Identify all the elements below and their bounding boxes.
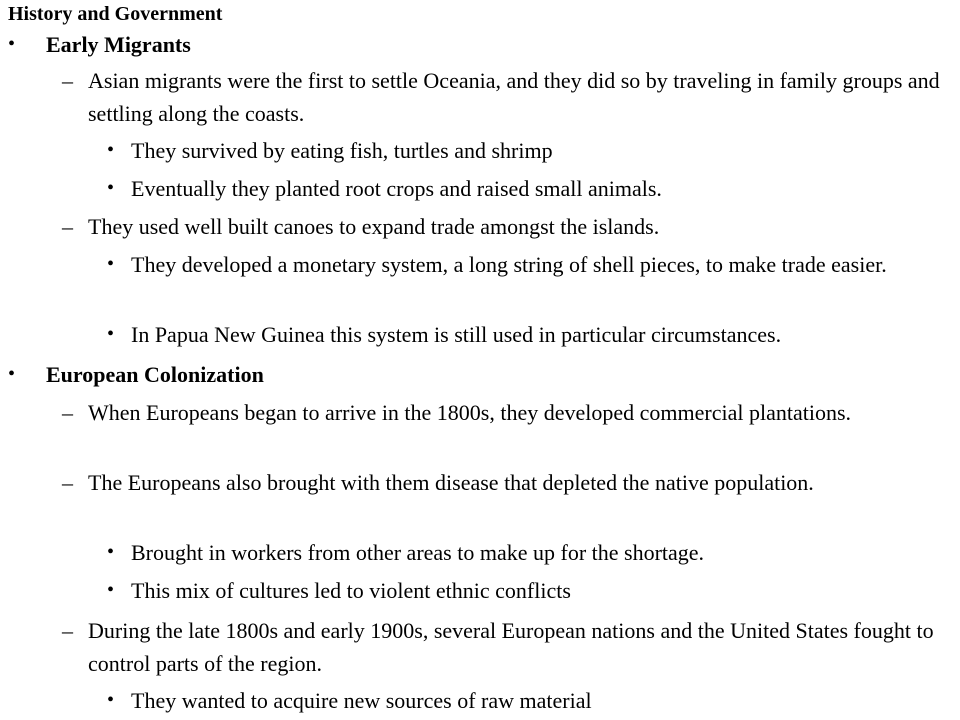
outline-item-text: They developed a monetary system, a long string of shell pieces, to make trade easier. — [131, 252, 887, 277]
dash-marker: – — [62, 68, 73, 93]
bullet-marker: • — [107, 323, 115, 345]
bullet-marker: • — [107, 253, 115, 275]
outline-item-text: European Colonization — [46, 362, 264, 387]
bullet-marker: • — [107, 139, 115, 161]
dash-marker: – — [62, 470, 73, 495]
bullet-marker: • — [107, 541, 115, 563]
outline-item — [107, 536, 949, 569]
bullet-marker: • — [107, 689, 115, 711]
slide-title: History and Government — [8, 3, 223, 25]
outline-item-text: Early Migrants — [46, 32, 191, 57]
outline-item — [107, 172, 949, 205]
outline-item-text: They used well built canoes to expand trade amongst the islands. — [88, 214, 660, 239]
outline-item — [107, 574, 949, 607]
bullet-marker: • — [8, 363, 16, 385]
dash-marker: – — [62, 214, 73, 239]
bullet-marker: • — [107, 579, 115, 601]
dash-marker: – — [62, 400, 73, 425]
outline-item — [8, 358, 946, 391]
dash-marker: – — [62, 618, 73, 643]
outline-item — [107, 318, 949, 351]
outline-item-text: This mix of cultures led to violent ethnic conflicts — [131, 578, 571, 603]
outline-item — [62, 210, 950, 243]
outline-item-text: The Europeans also brought with them disease that depleted the native population. — [88, 470, 814, 495]
bullet-marker: • — [8, 33, 16, 55]
outline-item-text: They wanted to acquire new sources of raw material — [131, 688, 592, 713]
outline-item — [107, 684, 949, 717]
outline-item-text: When Europeans began to arrive in the 1800s, they developed commercial plantations. — [88, 400, 852, 425]
outline-item — [62, 64, 950, 130]
outline-item — [107, 248, 949, 281]
outline-item — [62, 396, 950, 429]
outline-item-text: They survived by eating fish, turtles and shrimp — [131, 138, 553, 163]
outline-item — [62, 614, 950, 680]
outline-item-text: Asian migrants were the first to settle Oceania, and they did so by traveling in family groups and settling along the coasts. — [88, 68, 940, 126]
outline-item-text: Brought in workers from other areas to make up for the shortage. — [131, 540, 705, 565]
outline-item — [8, 28, 946, 61]
outline-item-text: Eventually they planted root crops and raised small animals. — [131, 176, 662, 201]
bullet-marker: • — [107, 177, 115, 199]
outline-item-text: During the late 1800s and early 1900s, several European nations and the United States fought to control parts of the region. — [88, 618, 934, 676]
outline-item-text: In Papua New Guinea this system is still used in particular circumstances. — [131, 322, 782, 347]
outline-item — [62, 466, 950, 499]
outline-item — [107, 134, 949, 167]
